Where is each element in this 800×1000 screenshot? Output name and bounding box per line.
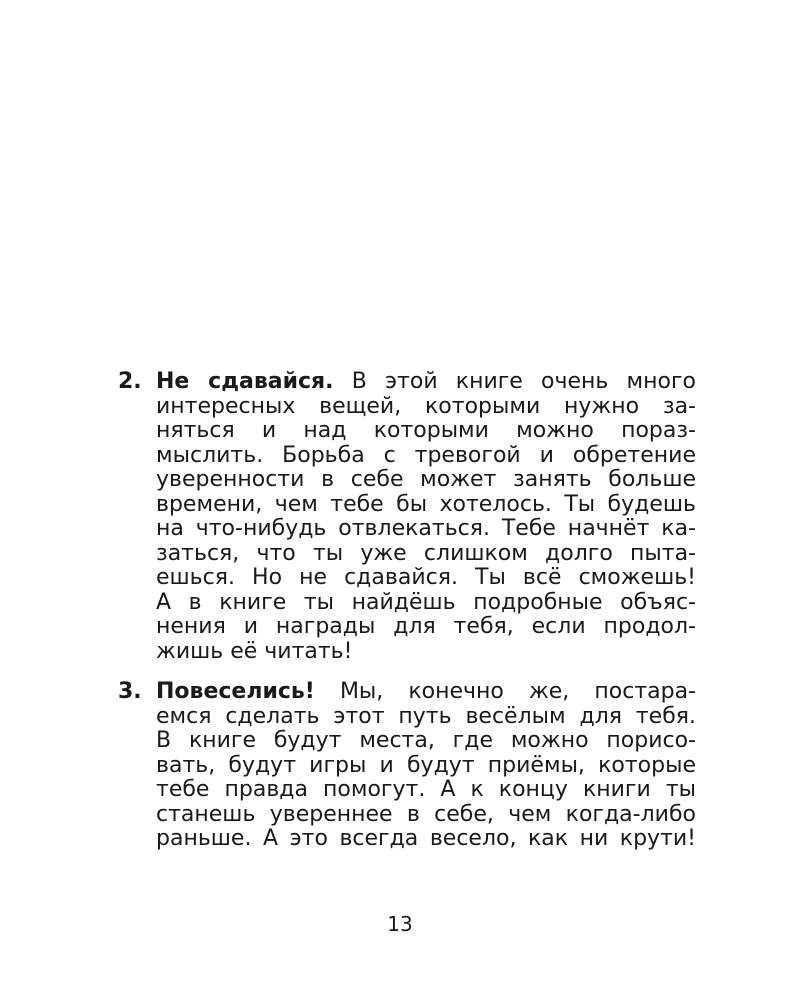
item-lead: Повеселись! (156, 679, 315, 704)
text-line: раньше. А это всегда весело, как ни крути! (156, 826, 696, 851)
text-line (156, 680, 696, 705)
text-line (156, 370, 696, 395)
text-line: времени, чем тебе бы хотелось. Ты будешь (156, 491, 696, 517)
text-line: А в книге ты найдёшь подробные объяс- (156, 589, 696, 615)
text-line: жишь её читать! (156, 638, 353, 664)
line-text: В этой книге очень много (333, 369, 696, 394)
text-line: станешь увереннее в себе, чем когда-либо (156, 801, 696, 827)
line-text: Мы, конечно же, постара- (314, 679, 696, 704)
text-line: интересных вещей, которыми нужно за- (156, 393, 696, 419)
page-number: 13 (387, 912, 413, 936)
text-line: нения и награды для тебя, если продол- (156, 614, 696, 639)
item-lead: Не сдавайся. (156, 369, 334, 394)
text-line: уверенности в себе может занять больше (156, 467, 696, 492)
text-line: на что-нибудь отвлекаться. Тебе начнёт ка- (156, 516, 696, 541)
item-text (156, 680, 696, 852)
item-text (156, 370, 696, 664)
text-line: ешься. Но не сдавайся. Ты всё сможешь! (156, 565, 696, 590)
text-line: В книге будут места, где можно порисо- (156, 728, 696, 753)
text-line: емся сделать этот путь весёлым для тебя. (156, 703, 696, 729)
text-line: тебе правда помогут. А к концу книги ты (156, 777, 696, 802)
text-line: мыслить. Борьба с тревогой и обретение (156, 442, 696, 468)
item-number: 3. (118, 679, 142, 704)
item-number: 2. (118, 369, 142, 394)
text-line: заться, что ты уже слишком долго пыта- (156, 540, 696, 566)
text-line: вать, будут игры и будут приёмы, которые (156, 752, 696, 778)
text-line: няться и над которыми можно пораз- (156, 418, 696, 443)
